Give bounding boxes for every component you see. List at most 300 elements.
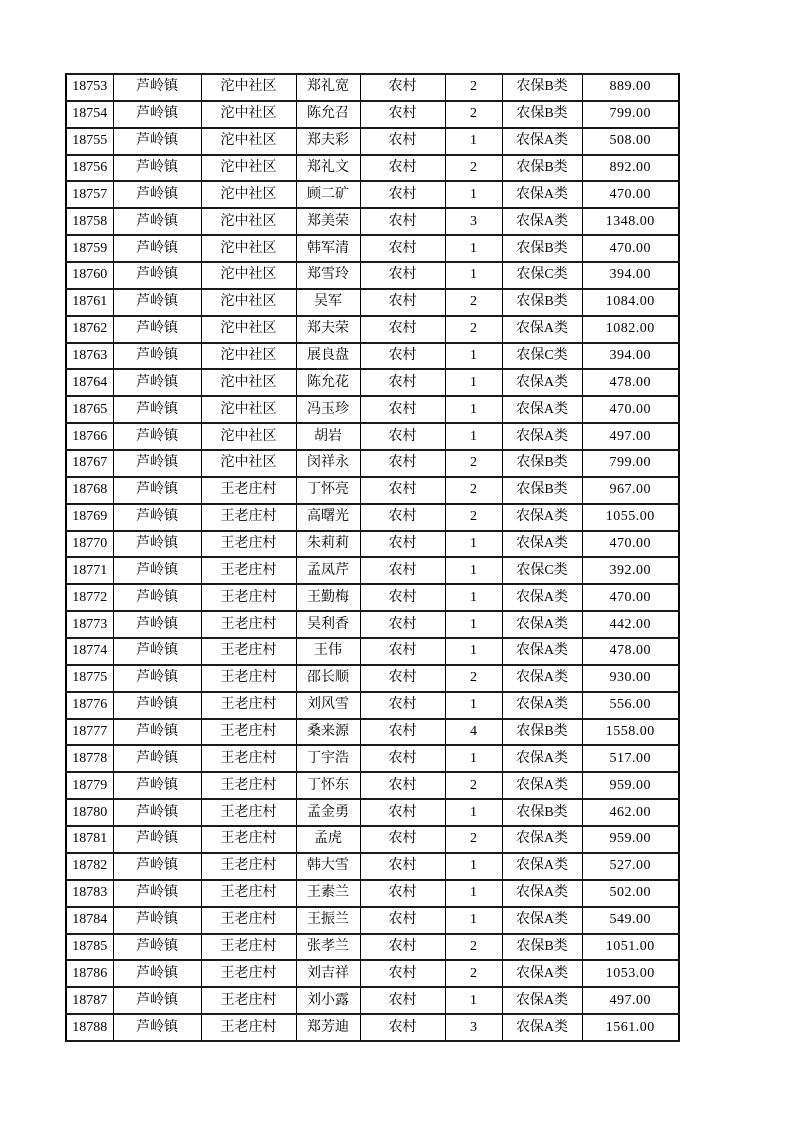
cell-record-id: 18762 (66, 316, 113, 343)
cell-town: 芦岭镇 (113, 477, 201, 504)
cell-household-type: 农村 (360, 101, 445, 128)
cell-village-community: 沱中社区 (201, 74, 296, 101)
cell-amount: 394.00 (582, 343, 679, 370)
cell-household-type: 农村 (360, 853, 445, 880)
table-row (66, 960, 679, 987)
cell-household-type: 农村 (360, 74, 445, 101)
cell-household-type: 农村 (360, 638, 445, 665)
cell-person-count: 2 (445, 101, 502, 128)
cell-person-count: 1 (445, 235, 502, 262)
cell-household-type: 农村 (360, 316, 445, 343)
cell-person-name: 桑来源 (296, 719, 360, 746)
cell-amount: 959.00 (582, 772, 679, 799)
cell-person-name: 闵祥永 (296, 450, 360, 477)
cell-person-name: 郑美荣 (296, 208, 360, 235)
cell-village-community: 沱中社区 (201, 450, 296, 477)
table-row (66, 1014, 679, 1041)
cell-town: 芦岭镇 (113, 504, 201, 531)
cell-household-type: 农村 (360, 934, 445, 961)
cell-town: 芦岭镇 (113, 772, 201, 799)
table-row (66, 611, 679, 638)
cell-town: 芦岭镇 (113, 638, 201, 665)
cell-amount: 478.00 (582, 638, 679, 665)
cell-town: 芦岭镇 (113, 316, 201, 343)
cell-town: 芦岭镇 (113, 423, 201, 450)
cell-household-type: 农村 (360, 450, 445, 477)
cell-person-name: 孟凤芹 (296, 557, 360, 584)
cell-village-community: 沱中社区 (201, 289, 296, 316)
cell-town: 芦岭镇 (113, 745, 201, 772)
cell-person-name: 陈允花 (296, 369, 360, 396)
cell-village-community: 王老庄村 (201, 611, 296, 638)
cell-household-type: 农村 (360, 611, 445, 638)
table-row (66, 665, 679, 692)
cell-household-type: 农村 (360, 181, 445, 208)
cell-amount: 1084.00 (582, 289, 679, 316)
table-row (66, 907, 679, 934)
cell-village-community: 沱中社区 (201, 155, 296, 182)
cell-insurance-category: 农保A类 (502, 772, 582, 799)
cell-household-type: 农村 (360, 772, 445, 799)
cell-village-community: 沱中社区 (201, 423, 296, 450)
cell-person-name: 郑礼宽 (296, 74, 360, 101)
cell-household-type: 农村 (360, 343, 445, 370)
cell-town: 芦岭镇 (113, 665, 201, 692)
cell-household-type: 农村 (360, 155, 445, 182)
cell-person-name: 丁怀亮 (296, 477, 360, 504)
cell-record-id: 18779 (66, 772, 113, 799)
cell-record-id: 18781 (66, 826, 113, 853)
cell-village-community: 王老庄村 (201, 934, 296, 961)
table-row (66, 155, 679, 182)
cell-town: 芦岭镇 (113, 719, 201, 746)
cell-town: 芦岭镇 (113, 880, 201, 907)
cell-insurance-category: 农保A类 (502, 1014, 582, 1041)
cell-person-name: 冯玉珍 (296, 396, 360, 423)
cell-village-community: 王老庄村 (201, 692, 296, 719)
cell-person-count: 2 (445, 826, 502, 853)
cell-record-id: 18753 (66, 74, 113, 101)
cell-record-id: 18764 (66, 369, 113, 396)
cell-person-name: 刘小露 (296, 987, 360, 1014)
cell-insurance-category: 农保A类 (502, 396, 582, 423)
cell-person-count: 1 (445, 745, 502, 772)
cell-amount: 959.00 (582, 826, 679, 853)
cell-person-count: 1 (445, 907, 502, 934)
table-row (66, 128, 679, 155)
cell-village-community: 王老庄村 (201, 907, 296, 934)
cell-record-id: 18786 (66, 960, 113, 987)
cell-amount: 930.00 (582, 665, 679, 692)
cell-person-count: 2 (445, 477, 502, 504)
cell-village-community: 王老庄村 (201, 880, 296, 907)
cell-person-name: 高曙光 (296, 504, 360, 531)
table-row (66, 531, 679, 558)
cell-person-count: 3 (445, 1014, 502, 1041)
cell-amount: 470.00 (582, 531, 679, 558)
cell-person-count: 1 (445, 611, 502, 638)
cell-record-id: 18766 (66, 423, 113, 450)
cell-village-community: 沱中社区 (201, 181, 296, 208)
cell-town: 芦岭镇 (113, 289, 201, 316)
cell-household-type: 农村 (360, 262, 445, 289)
cell-village-community: 王老庄村 (201, 853, 296, 880)
cell-record-id: 18768 (66, 477, 113, 504)
cell-amount: 508.00 (582, 128, 679, 155)
cell-town: 芦岭镇 (113, 692, 201, 719)
cell-town: 芦岭镇 (113, 369, 201, 396)
cell-household-type: 农村 (360, 745, 445, 772)
cell-insurance-category: 农保B类 (502, 101, 582, 128)
table-row (66, 987, 679, 1014)
cell-insurance-category: 农保A类 (502, 692, 582, 719)
cell-person-name: 郑礼文 (296, 155, 360, 182)
cell-record-id: 18776 (66, 692, 113, 719)
cell-record-id: 18759 (66, 235, 113, 262)
cell-town: 芦岭镇 (113, 208, 201, 235)
cell-record-id: 18760 (66, 262, 113, 289)
cell-household-type: 农村 (360, 665, 445, 692)
cell-insurance-category: 农保B类 (502, 934, 582, 961)
cell-record-id: 18767 (66, 450, 113, 477)
cell-insurance-category: 农保A类 (502, 504, 582, 531)
cell-insurance-category: 农保A类 (502, 181, 582, 208)
table-row (66, 369, 679, 396)
cell-person-name: 郑雪玲 (296, 262, 360, 289)
table-row (66, 799, 679, 826)
cell-person-name: 胡岩 (296, 423, 360, 450)
cell-person-name: 王素兰 (296, 880, 360, 907)
cell-insurance-category: 农保C类 (502, 262, 582, 289)
cell-person-name: 郑夫荣 (296, 316, 360, 343)
cell-household-type: 农村 (360, 504, 445, 531)
cell-household-type: 农村 (360, 208, 445, 235)
table-row (66, 74, 679, 101)
cell-town: 芦岭镇 (113, 611, 201, 638)
cell-amount: 442.00 (582, 611, 679, 638)
cell-village-community: 王老庄村 (201, 772, 296, 799)
cell-person-name: 丁宇浩 (296, 745, 360, 772)
table-row (66, 557, 679, 584)
cell-amount: 470.00 (582, 181, 679, 208)
cell-village-community: 王老庄村 (201, 665, 296, 692)
table-row (66, 101, 679, 128)
cell-household-type: 农村 (360, 907, 445, 934)
cell-insurance-category: 农保B类 (502, 289, 582, 316)
cell-insurance-category: 农保C类 (502, 557, 582, 584)
cell-town: 芦岭镇 (113, 128, 201, 155)
cell-village-community: 沱中社区 (201, 208, 296, 235)
cell-household-type: 农村 (360, 557, 445, 584)
cell-town: 芦岭镇 (113, 557, 201, 584)
table-row (66, 745, 679, 772)
cell-town: 芦岭镇 (113, 584, 201, 611)
cell-household-type: 农村 (360, 826, 445, 853)
cell-insurance-category: 农保A类 (502, 611, 582, 638)
cell-person-name: 郑夫彩 (296, 128, 360, 155)
cell-record-id: 18758 (66, 208, 113, 235)
cell-insurance-category: 农保B类 (502, 450, 582, 477)
cell-person-name: 王伟 (296, 638, 360, 665)
cell-person-count: 2 (445, 74, 502, 101)
cell-person-count: 1 (445, 396, 502, 423)
cell-record-id: 18773 (66, 611, 113, 638)
cell-record-id: 18788 (66, 1014, 113, 1041)
table-row (66, 208, 679, 235)
cell-person-name: 丁怀东 (296, 772, 360, 799)
table-row (66, 504, 679, 531)
cell-record-id: 18780 (66, 799, 113, 826)
cell-person-name: 韩大雪 (296, 853, 360, 880)
cell-person-count: 2 (445, 316, 502, 343)
cell-household-type: 农村 (360, 960, 445, 987)
cell-village-community: 王老庄村 (201, 987, 296, 1014)
cell-amount: 470.00 (582, 235, 679, 262)
cell-person-name: 顾二矿 (296, 181, 360, 208)
cell-record-id: 18778 (66, 745, 113, 772)
cell-insurance-category: 农保A类 (502, 316, 582, 343)
cell-person-name: 王勤梅 (296, 584, 360, 611)
cell-person-count: 1 (445, 987, 502, 1014)
cell-person-name: 刘风雪 (296, 692, 360, 719)
cell-insurance-category: 农保A类 (502, 638, 582, 665)
cell-amount: 892.00 (582, 155, 679, 182)
cell-person-count: 1 (445, 343, 502, 370)
cell-amount: 549.00 (582, 907, 679, 934)
cell-village-community: 沱中社区 (201, 101, 296, 128)
cell-person-count: 1 (445, 531, 502, 558)
table-row (66, 316, 679, 343)
cell-person-count: 2 (445, 665, 502, 692)
cell-record-id: 18774 (66, 638, 113, 665)
cell-village-community: 王老庄村 (201, 531, 296, 558)
table-row (66, 638, 679, 665)
cell-town: 芦岭镇 (113, 450, 201, 477)
cell-village-community: 王老庄村 (201, 1014, 296, 1041)
cell-town: 芦岭镇 (113, 181, 201, 208)
cell-amount: 1051.00 (582, 934, 679, 961)
cell-record-id: 18783 (66, 880, 113, 907)
cell-town: 芦岭镇 (113, 853, 201, 880)
cell-village-community: 沱中社区 (201, 128, 296, 155)
cell-record-id: 18756 (66, 155, 113, 182)
cell-person-count: 2 (445, 960, 502, 987)
table-row (66, 343, 679, 370)
cell-person-name: 韩军清 (296, 235, 360, 262)
cell-record-id: 18757 (66, 181, 113, 208)
cell-village-community: 沱中社区 (201, 343, 296, 370)
table-row (66, 262, 679, 289)
cell-insurance-category: 农保B类 (502, 74, 582, 101)
cell-village-community: 王老庄村 (201, 557, 296, 584)
cell-person-count: 1 (445, 799, 502, 826)
cell-town: 芦岭镇 (113, 262, 201, 289)
table-row (66, 477, 679, 504)
cell-amount: 392.00 (582, 557, 679, 584)
cell-record-id: 18787 (66, 987, 113, 1014)
cell-person-count: 1 (445, 638, 502, 665)
cell-household-type: 农村 (360, 235, 445, 262)
cell-person-count: 1 (445, 584, 502, 611)
cell-insurance-category: 农保A类 (502, 907, 582, 934)
cell-person-count: 1 (445, 557, 502, 584)
cell-village-community: 王老庄村 (201, 745, 296, 772)
cell-household-type: 农村 (360, 477, 445, 504)
cell-insurance-category: 农保C类 (502, 343, 582, 370)
cell-insurance-category: 农保A类 (502, 128, 582, 155)
cell-village-community: 沱中社区 (201, 316, 296, 343)
cell-person-count: 1 (445, 369, 502, 396)
cell-person-count: 1 (445, 692, 502, 719)
table-row (66, 826, 679, 853)
cell-insurance-category: 农保A类 (502, 584, 582, 611)
cell-household-type: 农村 (360, 396, 445, 423)
cell-insurance-category: 农保B类 (502, 235, 582, 262)
cell-person-count: 2 (445, 772, 502, 799)
cell-village-community: 沱中社区 (201, 262, 296, 289)
cell-town: 芦岭镇 (113, 343, 201, 370)
cell-person-count: 1 (445, 423, 502, 450)
table-row (66, 584, 679, 611)
cell-amount: 1561.00 (582, 1014, 679, 1041)
table-row (66, 235, 679, 262)
table-row (66, 772, 679, 799)
cell-record-id: 18755 (66, 128, 113, 155)
cell-amount: 470.00 (582, 584, 679, 611)
cell-amount: 517.00 (582, 745, 679, 772)
cell-record-id: 18784 (66, 907, 113, 934)
cell-record-id: 18754 (66, 101, 113, 128)
table-row (66, 934, 679, 961)
cell-person-name: 吴利香 (296, 611, 360, 638)
cell-record-id: 18763 (66, 343, 113, 370)
cell-town: 芦岭镇 (113, 987, 201, 1014)
cell-insurance-category: 农保A类 (502, 960, 582, 987)
cell-person-name: 孟金勇 (296, 799, 360, 826)
table-row (66, 396, 679, 423)
cell-town: 芦岭镇 (113, 907, 201, 934)
cell-amount: 478.00 (582, 369, 679, 396)
cell-household-type: 农村 (360, 531, 445, 558)
cell-town: 芦岭镇 (113, 235, 201, 262)
cell-amount: 889.00 (582, 74, 679, 101)
cell-insurance-category: 农保A类 (502, 880, 582, 907)
table-row (66, 692, 679, 719)
cell-insurance-category: 农保A类 (502, 665, 582, 692)
cell-person-count: 2 (445, 155, 502, 182)
cell-record-id: 18782 (66, 853, 113, 880)
cell-insurance-category: 农保A类 (502, 853, 582, 880)
cell-record-id: 18770 (66, 531, 113, 558)
cell-person-name: 郑芳迪 (296, 1014, 360, 1041)
cell-insurance-category: 农保B类 (502, 719, 582, 746)
cell-amount: 502.00 (582, 880, 679, 907)
cell-household-type: 农村 (360, 423, 445, 450)
cell-insurance-category: 农保A类 (502, 531, 582, 558)
table-row (66, 880, 679, 907)
cell-amount: 967.00 (582, 477, 679, 504)
cell-record-id: 18777 (66, 719, 113, 746)
cell-record-id: 18775 (66, 665, 113, 692)
cell-household-type: 农村 (360, 128, 445, 155)
cell-village-community: 王老庄村 (201, 504, 296, 531)
cell-town: 芦岭镇 (113, 101, 201, 128)
cell-amount: 497.00 (582, 423, 679, 450)
cell-amount: 497.00 (582, 987, 679, 1014)
cell-amount: 1558.00 (582, 719, 679, 746)
table-row (66, 181, 679, 208)
cell-town: 芦岭镇 (113, 74, 201, 101)
cell-person-name: 吴军 (296, 289, 360, 316)
cell-village-community: 王老庄村 (201, 799, 296, 826)
cell-amount: 394.00 (582, 262, 679, 289)
cell-insurance-category: 农保A类 (502, 423, 582, 450)
table-row (66, 450, 679, 477)
cell-village-community: 王老庄村 (201, 960, 296, 987)
cell-amount: 1053.00 (582, 960, 679, 987)
benefits-table (65, 73, 680, 1042)
cell-person-count: 2 (445, 934, 502, 961)
cell-insurance-category: 农保B类 (502, 477, 582, 504)
cell-town: 芦岭镇 (113, 155, 201, 182)
cell-insurance-category: 农保A类 (502, 987, 582, 1014)
cell-amount: 556.00 (582, 692, 679, 719)
cell-town: 芦岭镇 (113, 799, 201, 826)
cell-record-id: 18772 (66, 584, 113, 611)
table-row (66, 423, 679, 450)
cell-amount: 799.00 (582, 101, 679, 128)
table-body (66, 74, 679, 1041)
cell-village-community: 王老庄村 (201, 584, 296, 611)
cell-person-count: 3 (445, 208, 502, 235)
cell-person-name: 张孝兰 (296, 934, 360, 961)
cell-household-type: 农村 (360, 799, 445, 826)
cell-household-type: 农村 (360, 880, 445, 907)
cell-person-count: 2 (445, 289, 502, 316)
cell-household-type: 农村 (360, 289, 445, 316)
cell-town: 芦岭镇 (113, 934, 201, 961)
cell-person-count: 1 (445, 181, 502, 208)
cell-person-name: 刘吉祥 (296, 960, 360, 987)
cell-person-name: 朱莉莉 (296, 531, 360, 558)
cell-person-count: 2 (445, 450, 502, 477)
cell-town: 芦岭镇 (113, 960, 201, 987)
cell-village-community: 王老庄村 (201, 477, 296, 504)
cell-amount: 799.00 (582, 450, 679, 477)
cell-town: 芦岭镇 (113, 396, 201, 423)
cell-household-type: 农村 (360, 1014, 445, 1041)
cell-insurance-category: 农保A类 (502, 745, 582, 772)
cell-household-type: 农村 (360, 692, 445, 719)
cell-person-count: 1 (445, 128, 502, 155)
table-row (66, 719, 679, 746)
cell-person-name: 孟虎 (296, 826, 360, 853)
cell-household-type: 农村 (360, 987, 445, 1014)
cell-record-id: 18785 (66, 934, 113, 961)
cell-insurance-category: 农保B类 (502, 155, 582, 182)
cell-household-type: 农村 (360, 584, 445, 611)
cell-town: 芦岭镇 (113, 531, 201, 558)
cell-village-community: 王老庄村 (201, 638, 296, 665)
cell-amount: 470.00 (582, 396, 679, 423)
cell-household-type: 农村 (360, 369, 445, 396)
cell-amount: 1082.00 (582, 316, 679, 343)
cell-person-count: 2 (445, 504, 502, 531)
cell-record-id: 18769 (66, 504, 113, 531)
cell-person-name: 王振兰 (296, 907, 360, 934)
cell-insurance-category: 农保A类 (502, 826, 582, 853)
cell-person-count: 4 (445, 719, 502, 746)
